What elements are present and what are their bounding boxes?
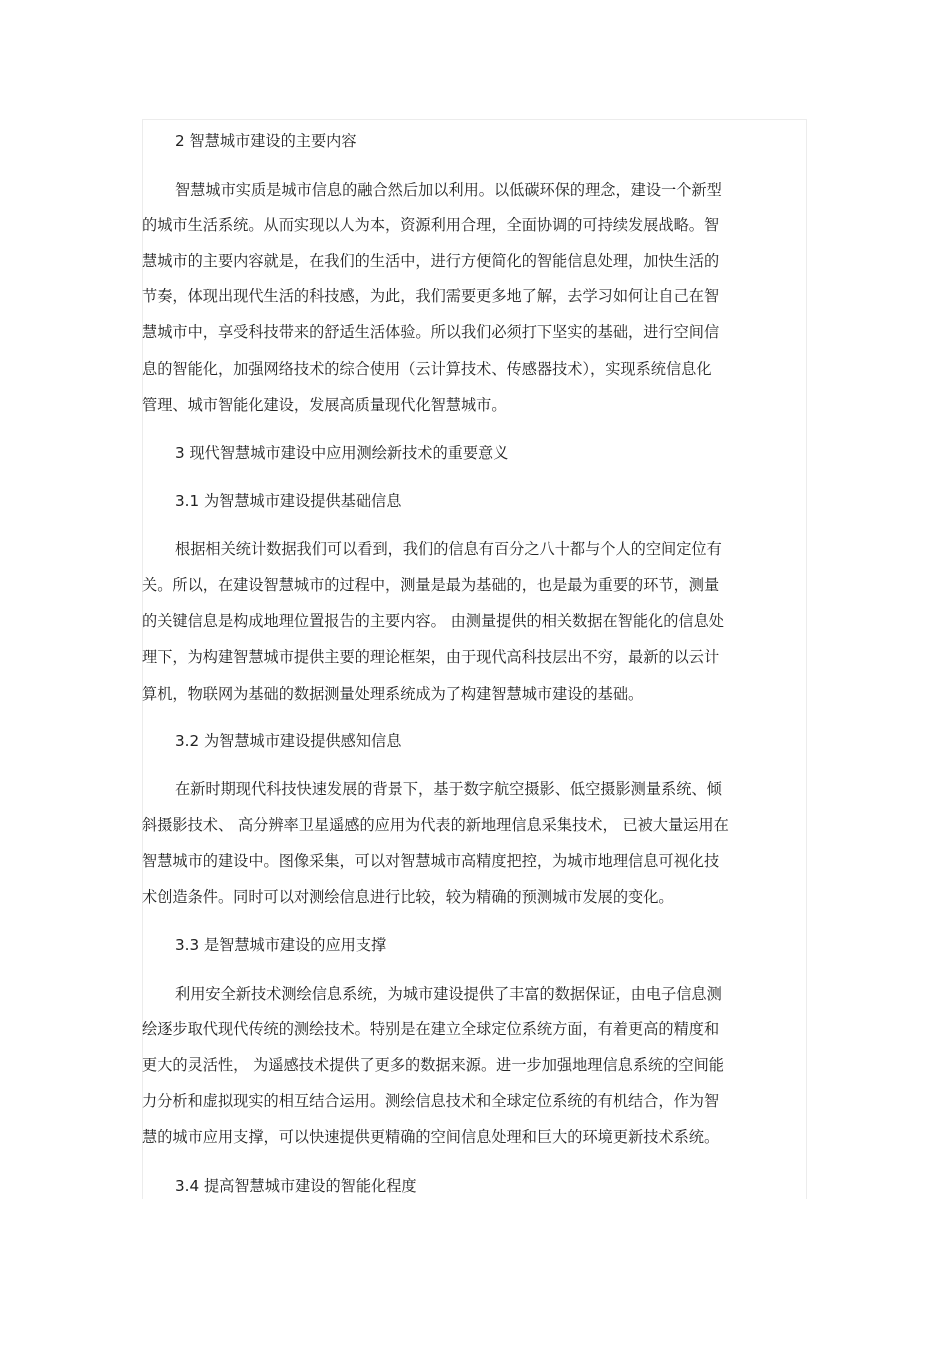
section-3-3-paragraph-line: 绘逐步取代现代传统的测绘技术。特别是在建立全球定位系统方面，有着更高的精度和 [142,1020,720,1038]
section-3-4-heading: 3.4 提高智慧城市建设的智能化程度 [175,1177,417,1195]
section-3-2-heading: 3.2 为智慧城市建设提供感知信息 [175,732,402,750]
section-3-2-paragraph-line: 在新时期现代科技快速发展的背景下，基于数字航空摄影、低空摄影测量系统、倾 [175,780,722,798]
section-2-paragraph-line: 的城市生活系统。从而实现以人为本，资源利用合理，全面协调的可持续发展战略。智 [142,216,720,234]
section-3-3-paragraph-line: 慧的城市应用支撑，可以快速提供更精确的空间信息处理和巨大的环境更新技术系统。 [142,1128,720,1146]
section-3-1-paragraph-line: 理下，为构建智慧城市提供主要的理论框架，由于现代高科技层出不穷，最新的以云计 [142,648,720,666]
section-2-paragraph-line: 管理、城市智能化建设，发展高质量现代化智慧城市。 [142,396,507,414]
section-3-2-paragraph-line: 术创造条件。同时可以对测绘信息进行比较，较为精确的预测城市发展的变化。 [142,888,674,906]
section-2-paragraph-line: 息的智能化，加强网络技术的综合使用（云计算技术、传感器技术），实现系统信息化 [142,360,712,378]
section-3-2-paragraph-line: 斜摄影技术、 高分辨率卫星遥感的应用为代表的新地理信息采集技术， 已被大量运用在 [142,816,729,834]
section-3-1-paragraph-line: 的关键信息是构成地理位置报告的主要内容。 由测量提供的相关数据在智能化的信息处 [142,612,724,630]
section-3-3-paragraph-line: 利用安全新技术测绘信息系统，为城市建设提供了丰富的数据保证，由电子信息测 [175,985,722,1003]
section-2-paragraph-line: 智慧城市实质是城市信息的融合然后加以利用。以低碳环保的理念，建设一个新型 [175,181,722,199]
section-3-heading: 3 现代智慧城市建设中应用测绘新技术的重要意义 [175,444,509,462]
section-2-paragraph-line: 节奏，体现出现代生活的科技感，为此，我们需要更多地了解，去学习如何让自己在智 [142,287,720,305]
section-3-1-paragraph-line: 算机，物联网为基础的数据测量处理系统成为了构建智慧城市建设的基础。 [142,685,644,703]
section-3-2-paragraph-line: 智慧城市的建设中。图像采集，可以对智慧城市高精度把控，为城市地理信息可视化技 [142,852,720,870]
section-2-paragraph-line: 慧城市中，享受科技带来的舒适生活体验。所以我们必须打下坚实的基础，进行空间信 [142,323,720,341]
section-3-1-heading: 3.1 为智慧城市建设提供基础信息 [175,492,402,510]
section-3-3-heading: 3.3 是智慧城市建设的应用支撑 [175,936,387,954]
section-3-1-paragraph-line: 关。所以，在建设智慧城市的过程中，测量是最为基础的，也是最为重要的环节，测量 [142,576,720,594]
section-3-3-paragraph-line: 更大的灵活性， 为遥感技术提供了更多的数据来源。进一步加强地理信息系统的空间能 [142,1056,724,1074]
section-3-1-paragraph-line: 根据相关统计数据我们可以看到，我们的信息有百分之八十都与个人的空间定位有 [175,540,722,558]
section-2-paragraph-line: 慧城市的主要内容就是，在我们的生活中，进行方便简化的智能信息处理，加快生活的 [142,252,720,270]
section-2-heading: 2 智慧城市建设的主要内容 [175,132,357,150]
section-3-3-paragraph-line: 力分析和虚拟现实的相互结合运用。测绘信息技术和全球定位系统的有机结合，作为智 [142,1092,720,1110]
